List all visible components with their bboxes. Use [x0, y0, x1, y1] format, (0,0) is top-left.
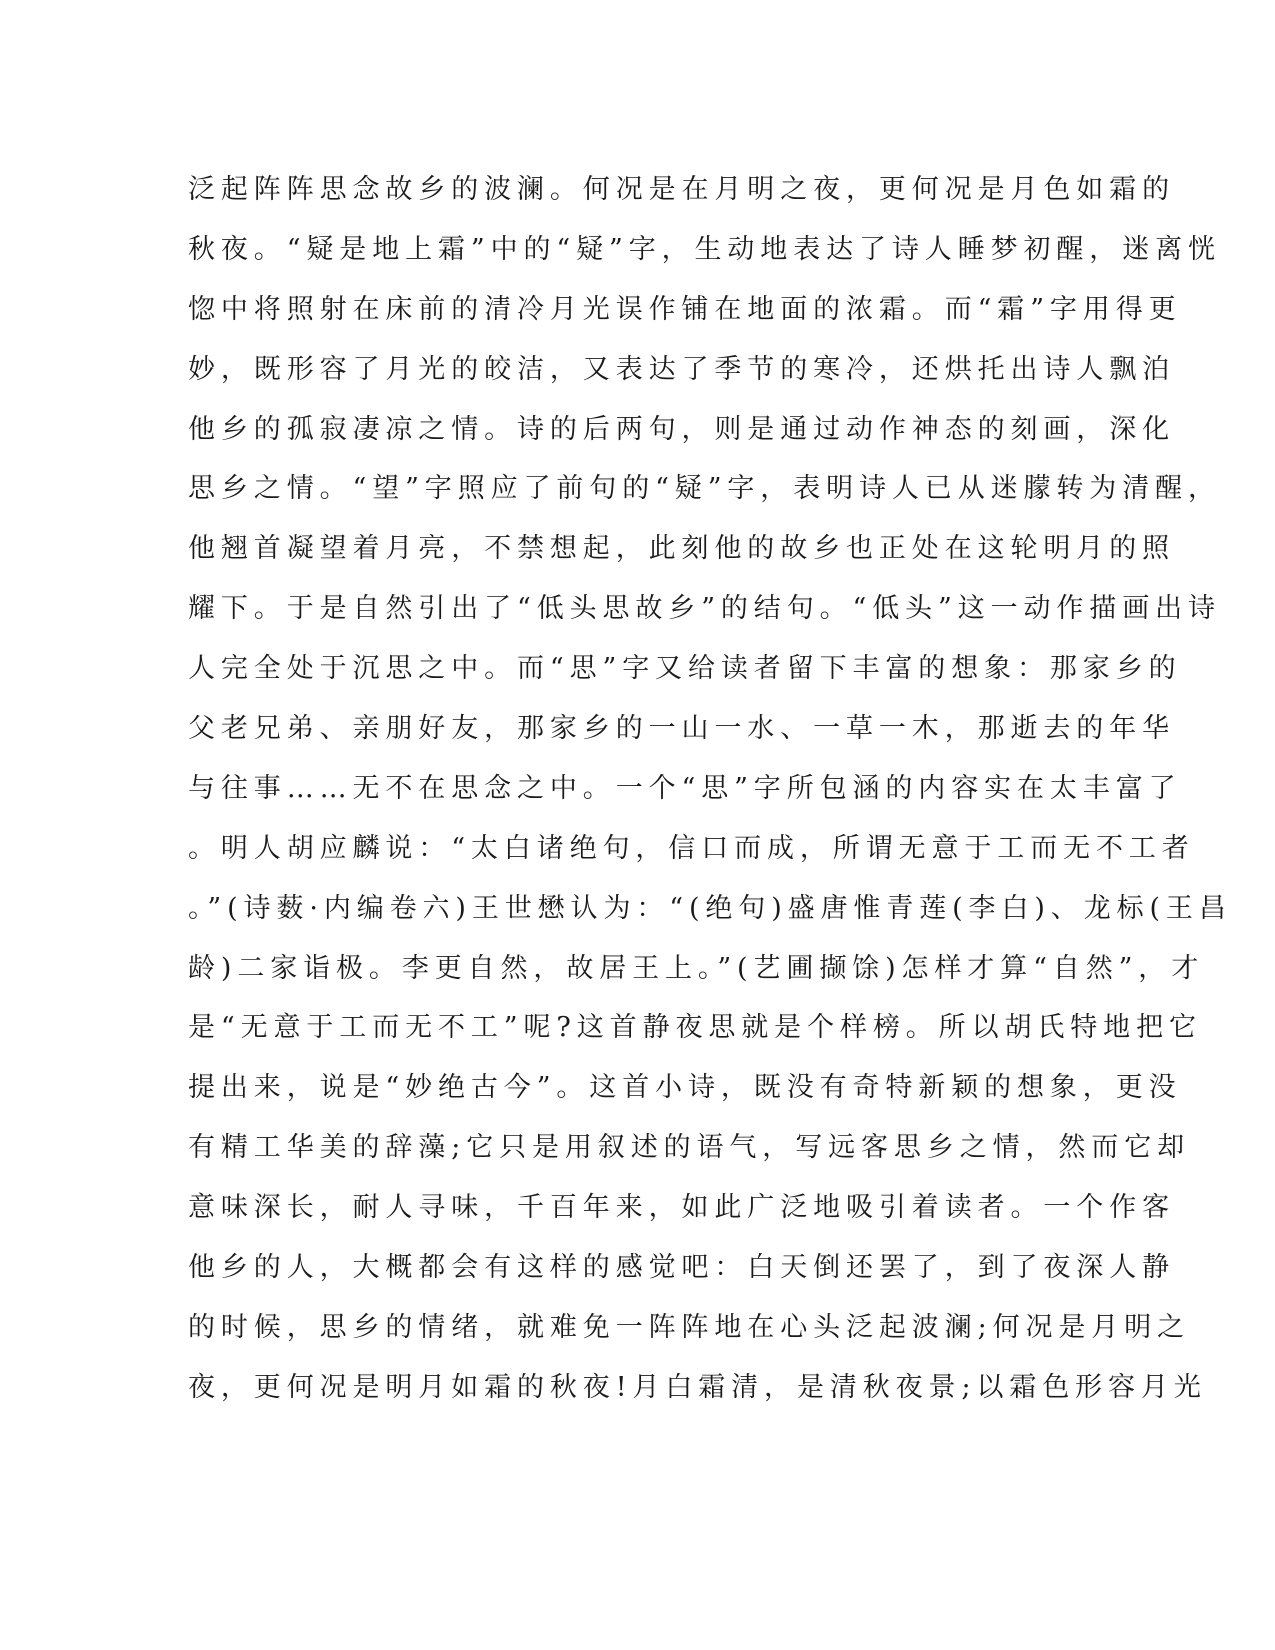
text-line: 父老兄弟、亲朋好友，那家乡的一山一水、一草一木，那逝去的年华 [188, 713, 1175, 745]
text-line: 耀下。于是自然引出了“低头思故乡”的结句。“低头”这一动作描画出诗 [188, 593, 1221, 625]
text-line: 是“无意于工而无不工”呢?这首静夜思就是个样榜。所以胡氏特地把它 [188, 1012, 1202, 1044]
text-line: 思乡之情。“望”字照应了前句的“疑”字，表明诗人已从迷朦转为清醒， [188, 473, 1221, 505]
text-line: 妙，既形容了月光的皎洁，又表达了季节的寒冷，还烘托出诗人飘泊 [188, 353, 1175, 385]
text-line: 惚中将照射在床前的清冷月光误作铺在地面的浓霜。而“霜”字用得更 [188, 293, 1182, 325]
text-line: 提出来，说是“妙绝古今”。这首小诗，既没有奇特新颖的想象，更没 [188, 1072, 1182, 1104]
body-text [188, 160, 1232, 1418]
text-line: 意味深长，耐人寻味，千百年来，如此广泛地吸引着读者。一个作客 [188, 1192, 1175, 1224]
text-line: 龄)二家诣极。李更自然，故居王上。”(艺圃撷馀)怎样才算“自然”，才 [188, 952, 1205, 984]
text-line: 的时候，思乡的情绪，就难免一阵阵地在心头泛起波澜;何况是月明之 [188, 1311, 1190, 1343]
text-line: 。明人胡应麟说：“太白诸绝句，信口而成，所谓无意于工而无不工者 [188, 832, 1195, 864]
text-line: 。”(诗薮·内编卷六)王世懋认为：“(绝句)盛唐惟青莲(李白)、龙标(王昌 [188, 892, 1232, 924]
text-line: 人完全处于沉思之中。而“思”字又给读者留下丰富的想象：那家乡的 [188, 653, 1182, 685]
text-line: 与往事……无不在思念之中。一个“思”字所包涵的内容实在太丰富了 [188, 772, 1182, 804]
text-line: 夜，更何况是明月如霜的秋夜!月白霜清，是清秋夜景;以霜色形容月光 [188, 1371, 1207, 1403]
text-line: 泛起阵阵思念故乡的波澜。何况是在月明之夜，更何况是月色如霜的 [188, 174, 1175, 205]
text-line: 秋夜。“疑是地上霜”中的“疑”字，生动地表达了诗人睡梦初醒，迷离恍 [188, 233, 1221, 265]
text-line: 他翘首凝望着月亮，不禁想起，此刻他的故乡也正处在这轮明月的照 [188, 533, 1175, 565]
text-line: 他乡的人，大概都会有这样的感觉吧：白天倒还罢了，到了夜深人静 [188, 1252, 1175, 1284]
text-line: 他乡的孤寂凄凉之情。诗的后两句，则是通过动作神态的刻画，深化 [188, 413, 1175, 445]
text-line: 有精工华美的辞藻;它只是用叙述的语气，写远客思乡之情，然而它却 [188, 1132, 1190, 1164]
